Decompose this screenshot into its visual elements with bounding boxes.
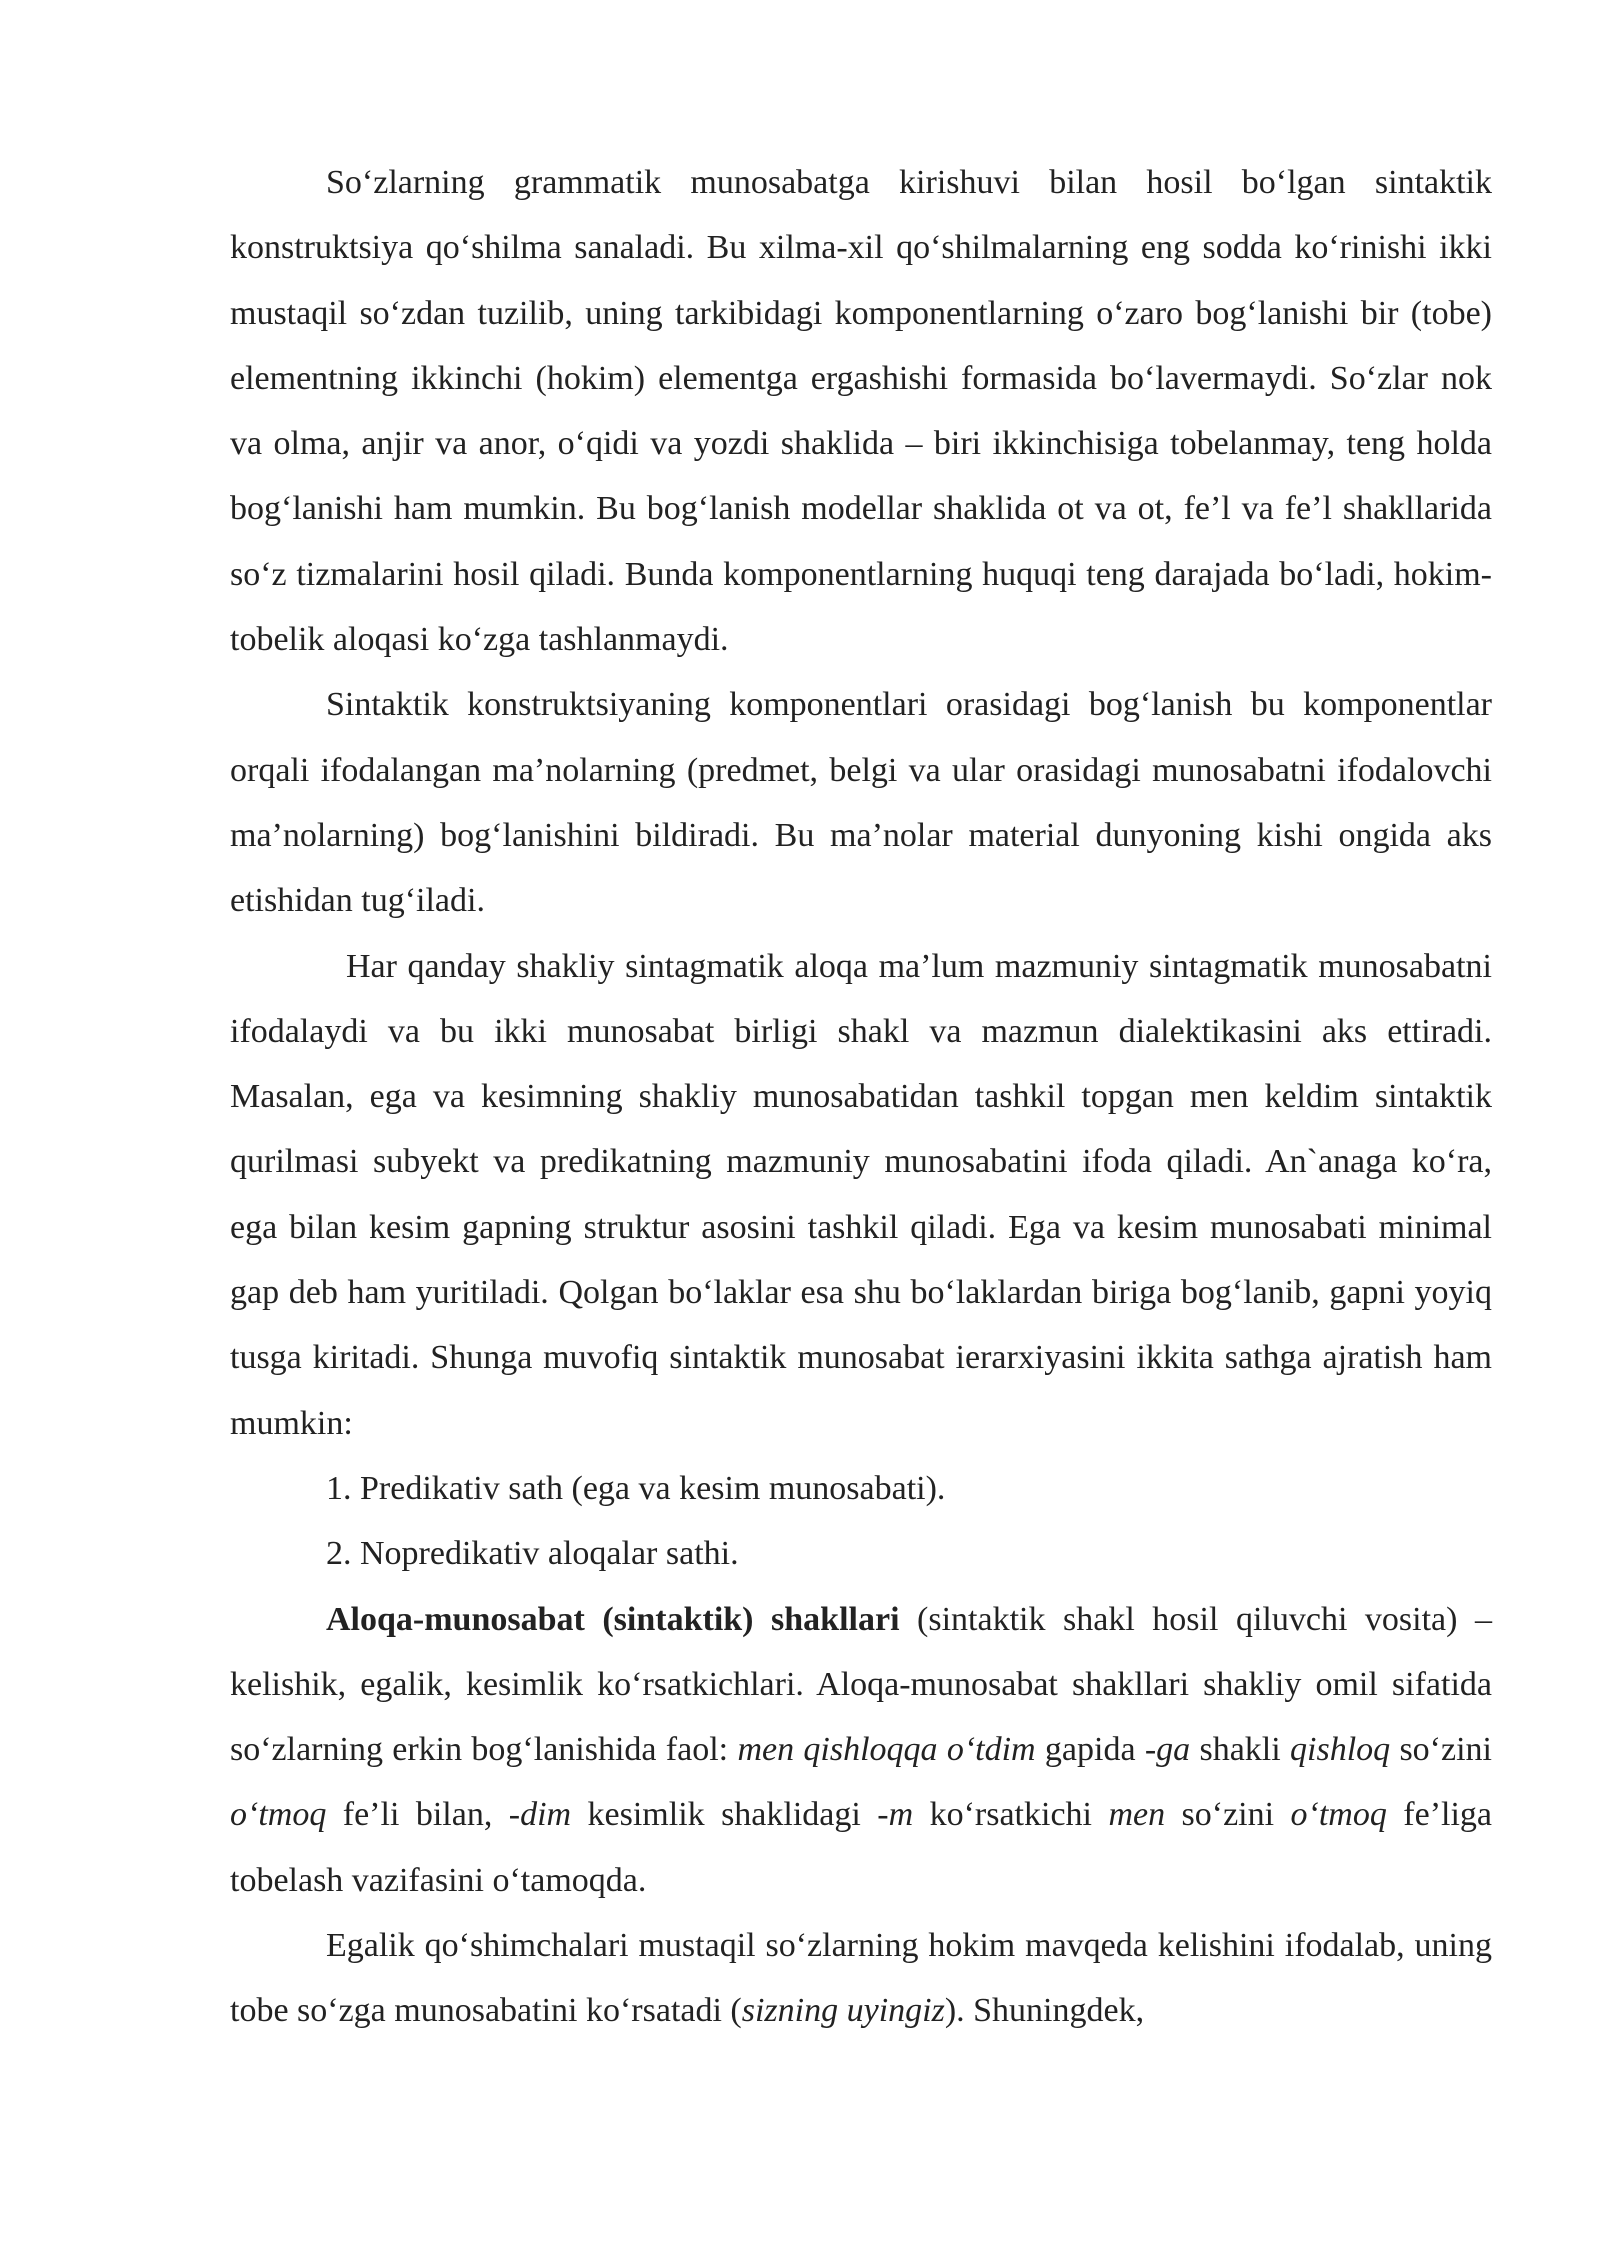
text-span: fe’liga tobelash vazifasini o‘tamoqda.	[230, 1796, 1492, 1899]
bold-term: Aloqa-munosabat (sintaktik) shakllari	[326, 1600, 900, 1638]
text-span: so‘zini	[1165, 1796, 1291, 1834]
paragraph-4	[230, 1587, 1492, 1913]
document-page	[230, 150, 1492, 2044]
list-item-1: 1. Predikativ sath (ega va kesim munosabati).	[326, 1469, 946, 1507]
paragraph-5	[230, 1913, 1492, 2044]
italic-example: sizning uyingiz	[741, 1992, 945, 2030]
italic-example: o‘tmoq	[230, 1796, 327, 1834]
text-span: ). Shuningdek,	[944, 1992, 1145, 2030]
text-span: fe’li bilan,	[326, 1796, 509, 1834]
text-span: shakli	[1190, 1731, 1291, 1769]
text-span: (sintaktik shakl hosil qiluvchi vosita) – kelishik, egalik, kesimlik ko‘rsatkichlari. Aloqa-munosabat shakllari shakliy omil sifatida so‘zlarning erkin bog‘lanishida faol:	[230, 1600, 1492, 1769]
italic-example: qishloq	[1290, 1731, 1391, 1769]
paragraph-1: So‘zlarning grammatik munosabatga kirishuvi bilan hosil bo‘lgan sintaktik konstruktsiya qo‘shilma sanaladi. Bu xilma-xil qo‘shilmalarning eng sodda ko‘rinishi ikki mustaqil so‘zdan tuzilib, uning tarkibidagi komponentlarning o‘zaro bog‘lanishi bir (tobe) elementning ikkinchi (hokim) elementga ergashishi formasida bo‘lavermaydi. So‘zlar nok va olma, anjir va anor, o‘qidi va yozdi shaklida – biri ikkinchisiga tobelanmay, teng holda bog‘lanishi ham mumkin. Bu bog‘lanish modellar shaklida ot va ot, fe’l va fe’l shakllarida so‘z tizmalarini hosil qiladi. Bunda komponentlarning huquqi teng darajada bo‘ladi, hokim-tobelik aloqasi ko‘zga tashlanmaydi.	[230, 164, 1492, 659]
text-span: Egalik qo‘shimchalari mustaqil so‘zlarning hokim mavqeda kelishini ifodalab, uning tobe so‘zga munosabatini ko‘rsatadi (	[230, 1927, 1492, 2030]
italic-example: -ga	[1144, 1731, 1191, 1769]
paragraph-2: Sintaktik konstruktsiyaning komponentlari orasidagi bog‘lanish bu komponentlar orqali ifodalangan ma’nolarning (predmet, belgi va ular orasidagi munosabatni ifodalovchi ma’nolarning) bog‘lanishini bildiradi. Bu ma’nolar material dunyoning kishi ongida aks etishidan tug‘iladi.	[230, 686, 1492, 920]
paragraph-3: Har qanday shakliy sintagmatik aloqa ma’lum mazmuniy sintagmatik munosabatni ifodalaydi va bu ikki munosabat birligi shakl va mazmun dialektikasini aks ettiradi. Masalan, ega va kesimning shakliy munosabatidan tashkil topgan men keldim sintaktik qurilmasi subyekt va predikatning mazmuniy munosabatini ifoda qiladi. An`anaga ko‘ra, ega bilan kesim gapning struktur asosini tashkil qiladi. Ega va kesim munosabati minimal gap deb ham yuritiladi. Qolgan bo‘laklar esa shu bo‘laklardan biriga bog‘lanib, gapni yoyiq tusga kiritadi. Shunga muvofiq sintaktik munosabat ierarxiyasini ikkita sathga ajratish ham mumkin:	[230, 947, 1492, 1442]
italic-example: -dim	[508, 1796, 572, 1834]
text-span: ko‘rsatkichi	[913, 1796, 1109, 1834]
text-span: so‘zini	[1390, 1731, 1492, 1769]
text-span: gapida	[1035, 1731, 1145, 1769]
text-span: kesimlik shaklidagi	[571, 1796, 878, 1834]
italic-example: o‘tmoq	[1290, 1796, 1387, 1834]
list-item-2: 2. Nopredikativ aloqalar sathi.	[326, 1535, 739, 1573]
italic-example: men	[1108, 1796, 1166, 1834]
italic-example: -m	[877, 1796, 914, 1834]
italic-example: men qishloqqa o‘tdim	[737, 1731, 1036, 1769]
